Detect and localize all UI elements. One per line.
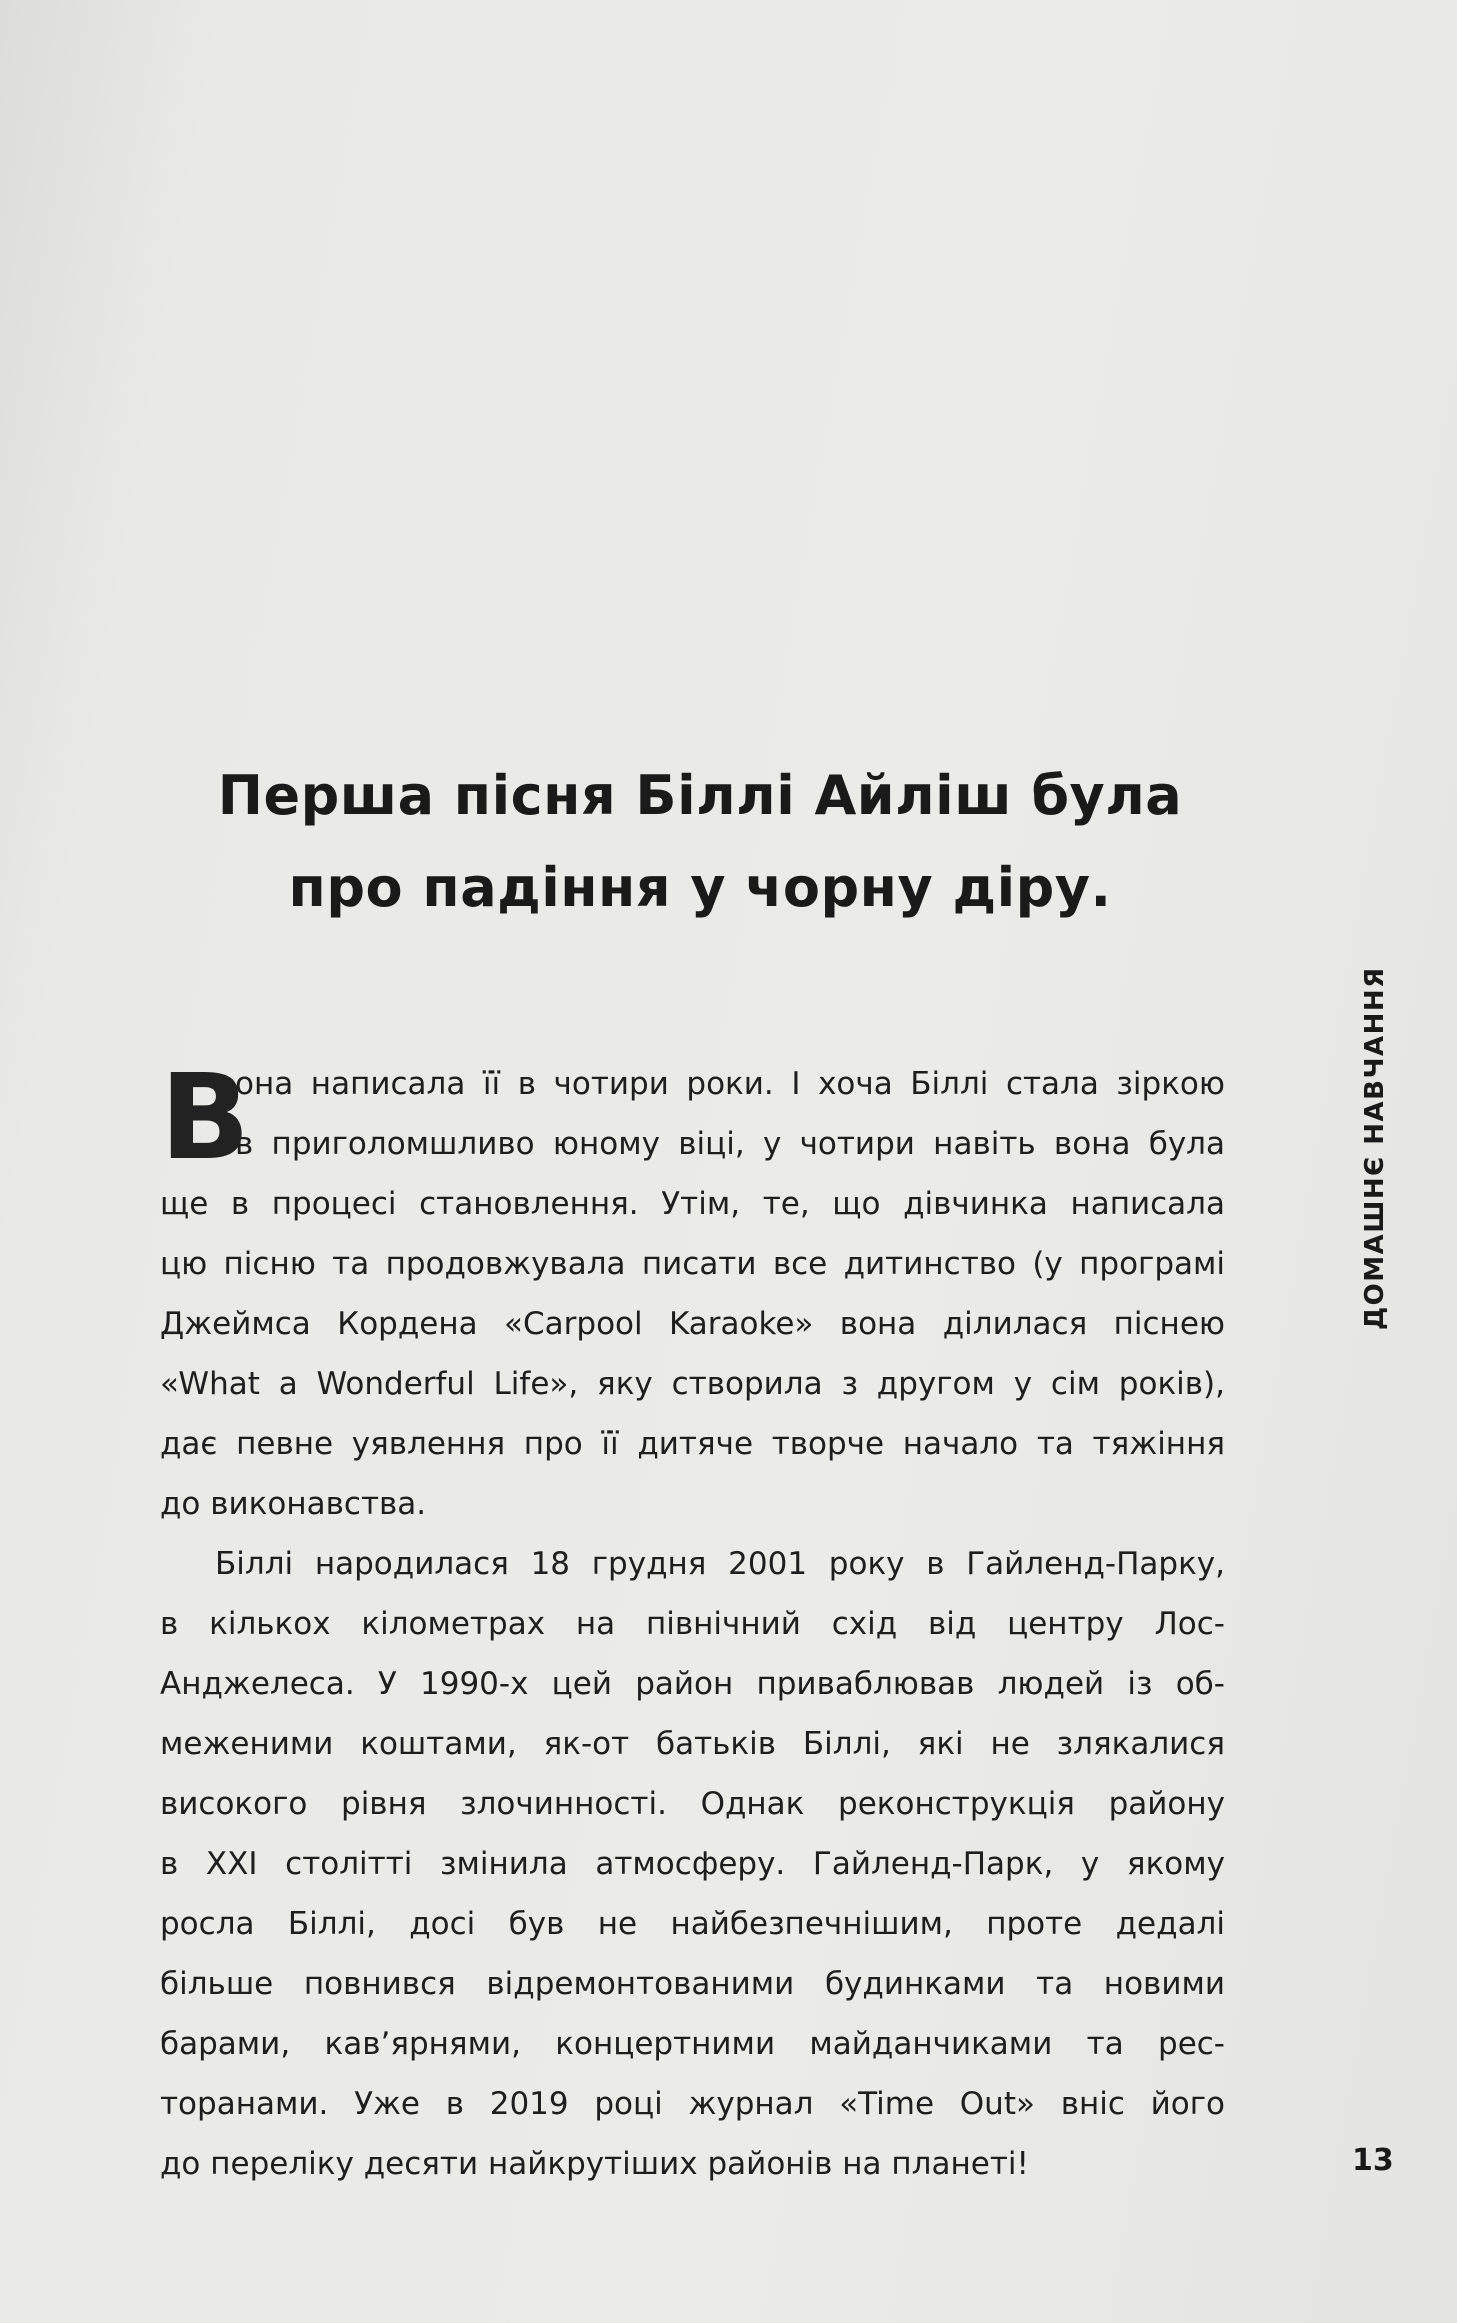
paragraph-2-line: в кількох кілометрах на північний схід від центру Лос- [160,1606,1225,1642]
page-number: 13 [1352,2143,1394,2178]
paragraph-1-line: до виконавства. [160,1486,427,1522]
paragraph-2-line: високого рівня злочинності. Однак реконструкція району [160,1786,1225,1822]
section-side-label: ДОМАШНЄ НАВЧАННЯ [1360,966,1390,1330]
paragraph-2-line: до переліку десяти найкрутіших районів на планеті! [160,2146,1029,2182]
paragraph-1-line: «What a Wonderful Life», яку створила з другом у сім років), [160,1366,1225,1402]
paragraph-1-line: в приголомшливо юному віці, у чотири навіть вона була [235,1126,1225,1162]
paragraph-1-line: цю пісню та продовжувала писати все дитинство (у програмі [160,1246,1225,1282]
headline-line-1: Перша пісня Біллі Айліш була [217,764,1183,827]
paragraph-1-line: она написала її в чотири роки. І хоча Біллі стала зіркою [235,1066,1225,1102]
paragraph-2-line: Анджелеса. У 1990-х цей район приваблював людей із об- [160,1666,1225,1702]
paragraph-2-line: торанами. Уже в 2019 році журнал «Time Out» вніс його [160,2086,1225,2122]
body-text [160,1048,1225,2194]
paragraph-2-line: барами, кав’ярнями, концертними майданчиками та рес- [160,2026,1225,2062]
paragraph-1-line: дає певне уявлення про її дитяче творче начало та тяжіння [160,1426,1225,1462]
paragraph-1-line: Джеймса Кордена «Carpool Karaoke» вона ділилася піснею [160,1306,1225,1342]
paragraph-2-line: росла Біллі, досі був не найбезпечнішим, проте дедалі [160,1906,1225,1942]
headline-line-2: про падіння у чорну діру. [288,856,1112,919]
drop-cap-letter: В [160,1048,250,1186]
paragraph-2-line: в XXI столітті змінила атмосферу. Гайленд-Парк, у якому [160,1846,1225,1882]
paragraph-2-line: меженими коштами, як-от батьків Біллі, які не злякалися [160,1726,1225,1762]
paragraph-1-line: ще в процесі становлення. Утім, те, що дівчинка написала [160,1186,1225,1222]
chapter-headline [160,750,1240,934]
paragraph-2-line: більше повнився відремонтованими будинками та новими [160,1966,1225,2002]
paragraph-2-line: Біллі народилася 18 грудня 2001 року в Гайленд-Парку, [215,1546,1225,1582]
